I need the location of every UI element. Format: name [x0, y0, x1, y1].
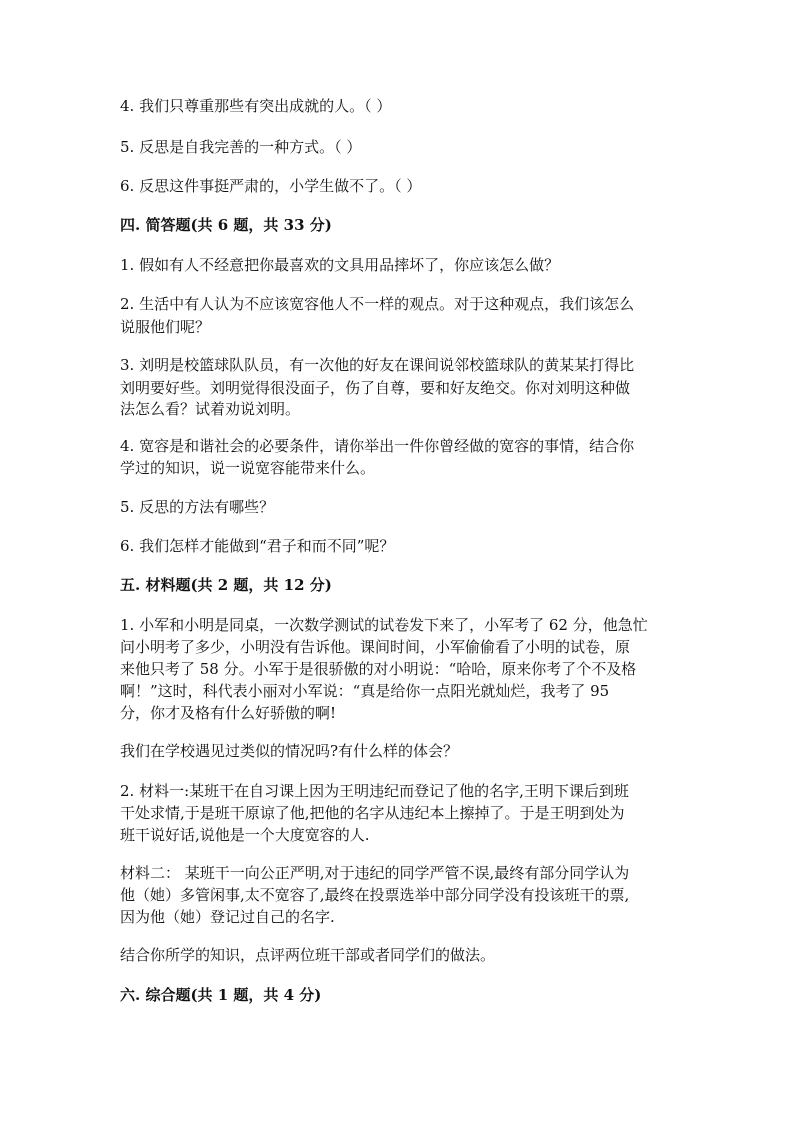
short-answer-3-line-1: 3. 刘明是校篮球队队员，有一次他的好友在课间说邻校篮球队的黄某某打得比: [120, 356, 635, 374]
short-answer-2-line-1: 2. 生活中有人认为不应该宽容他人不一样的观点。对于这种观点，我们该怎么: [120, 295, 635, 313]
section-4-heading: 四. 简答题(共 6 题，共 33 分): [120, 216, 332, 234]
short-answer-5: 5. 反思的方法有哪些？: [120, 498, 275, 516]
short-answer-1: 1. 假如有人不经意把你最喜欢的文具用品摔坏了，你应该怎么做？: [120, 256, 560, 274]
short-answer-2-line-2: 说服他们呢？: [120, 318, 211, 336]
material-2a-line-3: 班干说好话,说他是一个大度宽容的人.: [120, 826, 370, 844]
material-2a-line-1: 2. 材料一:某班干在自习课上因为王明违纪而登记了他的名字,王明下课后到班: [120, 782, 629, 800]
section-6-heading: 六. 综合题(共 1 题，共 4 分): [120, 986, 322, 1004]
material-2-question: 结合你所学的知识，点评两位班干部或者同学们的做法。: [120, 946, 496, 964]
short-answer-3-line-2: 刘明要好些。刘明觉得很没面子，伤了自尊，要和好友绝交。你对刘明这种做: [120, 379, 631, 397]
tf-question-4: 4. 我们只尊重那些有突出成就的人。（ ）: [120, 97, 392, 115]
material-1-line-4: 啊！”这时，科代表小丽对小军说：“真是给你一点阳光就灿烂，我考了 95: [120, 682, 610, 700]
section-5-heading: 五. 材料题(共 2 题，共 12 分): [120, 576, 332, 594]
material-2b-line-3: 因为他（她）登记过自己的名字.: [120, 908, 335, 926]
short-answer-6: 6. 我们怎样才能做到“君子和而不同”呢？: [120, 537, 395, 555]
material-1-question: 我们在学校遇见过类似的情况吗?有什么样的体会？: [120, 742, 459, 760]
material-2b-line-1: 材料二： 某班干一向公正严明,对于违纪的同学严管不误,最终有部分同学认为: [120, 864, 630, 882]
material-1-line-3: 来他只考了 58 分。小军于是很骄傲的对小明说：“哈哈，原来你考了个不及格: [120, 660, 637, 678]
tf-question-5: 5. 反思是自我完善的一种方式。（ ）: [120, 138, 362, 156]
tf-question-6: 6. 反思这件事挺严肃的，小学生做不了。（ ）: [120, 177, 422, 195]
material-2b-line-2: 他（她）多管闲事,太不宽容了,最终在投票选举中部分同学没有投该班干的票,: [120, 886, 630, 904]
short-answer-4-line-2: 学过的知识，说一说宽容能带来什么。: [120, 459, 376, 477]
short-answer-4-line-1: 4. 宽容是和谐社会的必要条件，请你举出一件你曾经做的宽容的事情，结合你: [120, 437, 635, 455]
material-1-line-5: 分，你才及格有什么好骄傲的啊!: [120, 704, 337, 722]
material-1-line-2: 问小明考了多少，小明没有告诉他。课间时间，小军偷偷看了小明的试卷，原: [120, 638, 631, 656]
material-2a-line-2: 干处求情,于是班干原谅了他,把他的名字从违纪本上擦掉了。于是王明到处为: [120, 804, 625, 822]
short-answer-3-line-3: 法怎么看？试着劝说刘明。: [120, 400, 301, 418]
material-1-line-1: 1. 小军和小明是同桌，一次数学测试的试卷发下来了，小军考了 62 分，他急忙: [120, 616, 648, 634]
